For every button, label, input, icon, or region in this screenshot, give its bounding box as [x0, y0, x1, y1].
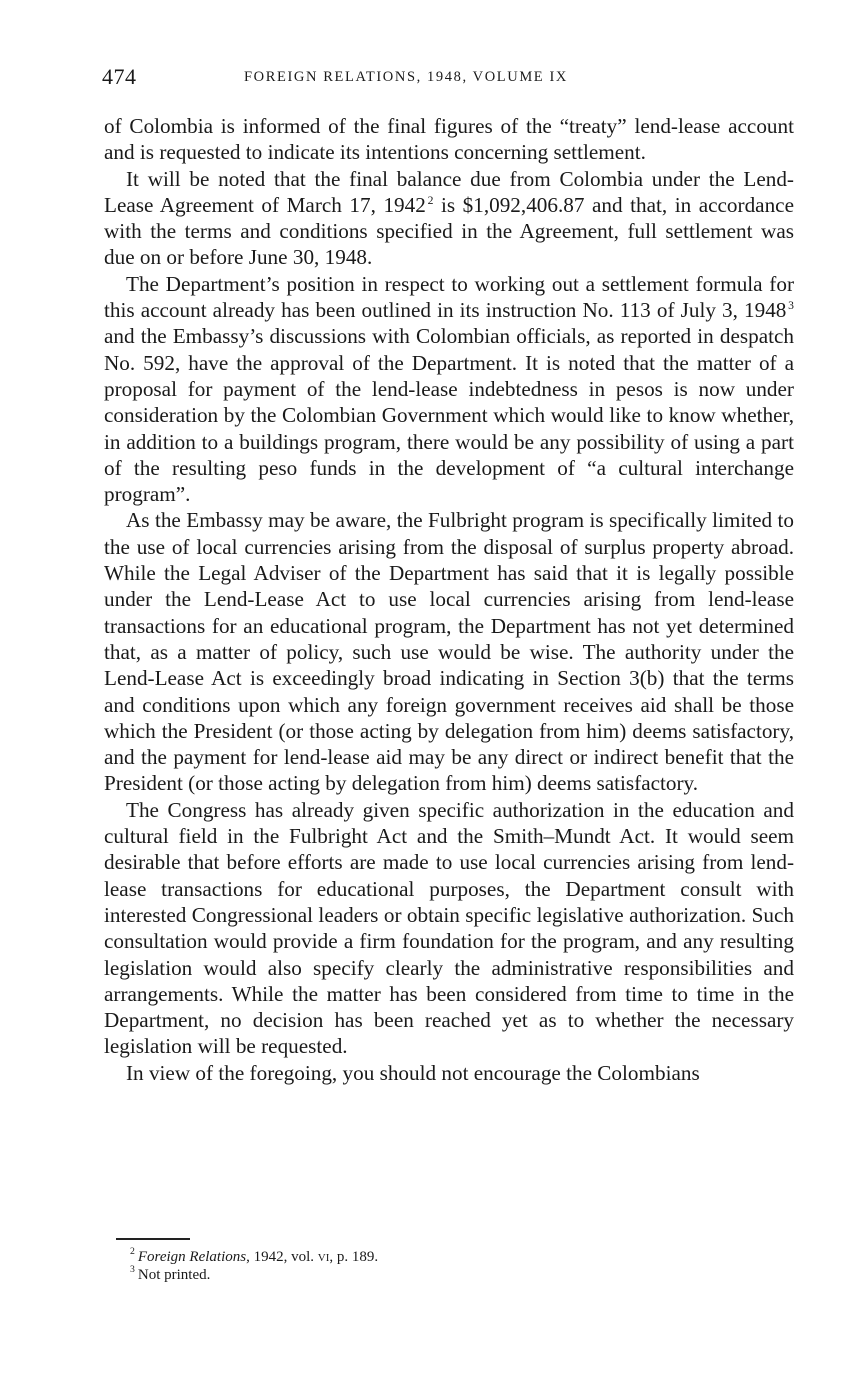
footnotes	[130, 1248, 730, 1284]
page-header	[102, 64, 792, 94]
body-text	[104, 113, 794, 1086]
footnote-ref-3: 3	[788, 298, 794, 312]
running-head: FOREIGN RELATIONS, 1948, VOLUME IX	[244, 69, 568, 85]
paragraph-2: It will be noted that the final balance due from Colombia under the Lend-Lease Agreement of March 17, 1942 $^2$ is $1,092,406.87 and that, in accordance with the terms and conditions specified in the Agreement, full settlement was due on or before June 30, 1948.	[104, 166, 794, 270]
footnote-source-title: Foreign Relations	[137, 1249, 247, 1265]
footnote-ref-2: 2	[427, 193, 434, 207]
paragraph-3: The Department’s position in respect to working out a settlement formula for this account already has been outlined in its instruction No. 113 of July 3, 1948 $^3$ and the Embassy’s discussions with Colombian officials, as reported in despatch No. 592, have the approval of the Department. It is noted that the matter of a proposal for payment of the lend-lease indebtedness in pesos is now under consideration by the Colombian Government which would like to know whether, in addition to a buildings program, there would be any possibility of using a part of the resulting peso funds in the development of “a cultural interchange program”.	[104, 271, 794, 507]
footnote-divider	[116, 1238, 190, 1240]
page-number: 474	[102, 64, 137, 89]
footnote-volume: vi	[317, 1249, 330, 1265]
paragraph-1: of Colombia is informed of the final figures of the “treaty” lend-lease account and is requested to indicate its intentions concerning settlement.	[104, 114, 794, 165]
paragraph-5: The Congress has already given specific authorization in the education and cultural field in the Fulbright Act and the Smith–Mundt Act. It would seem desirable that before efforts are made to use local currencies arising from lend-lease transactions for educational purposes, the Department consult with interested Congressional leaders or obtain specific legislative authorization. Such consultation would provide a firm foundation for the program, and any resulting legislation would also specify clearly the administrative responsibilities and arrangements. While the matter has been considered from time to time in the Department, no decision has been reached yet as to whether the necessary legislation will be requested.	[104, 797, 794, 1059]
paragraph-6: In view of the foregoing, you should not encourage the Colombians	[126, 1060, 700, 1085]
footnote-marker: 2	[130, 1246, 135, 1258]
paragraph-4: As the Embassy may be aware, the Fulbright program is specifically limited to the use of local currencies arising from the disposal of surplus property abroad. While the Legal Adviser of the Department has said that it is legally possible under the Lend-Lease Act to use local currencies arising from lend-lease transactions for an educational program, the Department has not yet determined that, as a matter of policy, such use would be wise. The authority under the Lend-Lease Act is exceedingly broad indicating in Section 3(b) that the terms and conditions upon which any foreign government receives aid shall be those which the President (or those acting by delegation from him) deems satisfactory, and the payment for lend-lease aid may be any direct or indirect benefit that the President (or those acting by delegation from him) deems satisfactory.	[104, 508, 794, 796]
footnote-marker: 3	[130, 1264, 135, 1276]
footnote-3: $^3$ Not printed.	[130, 1264, 211, 1283]
footnote-2: $^2$ Foreign Relations, 1942, vol. vi, p. 189.	[130, 1246, 379, 1265]
